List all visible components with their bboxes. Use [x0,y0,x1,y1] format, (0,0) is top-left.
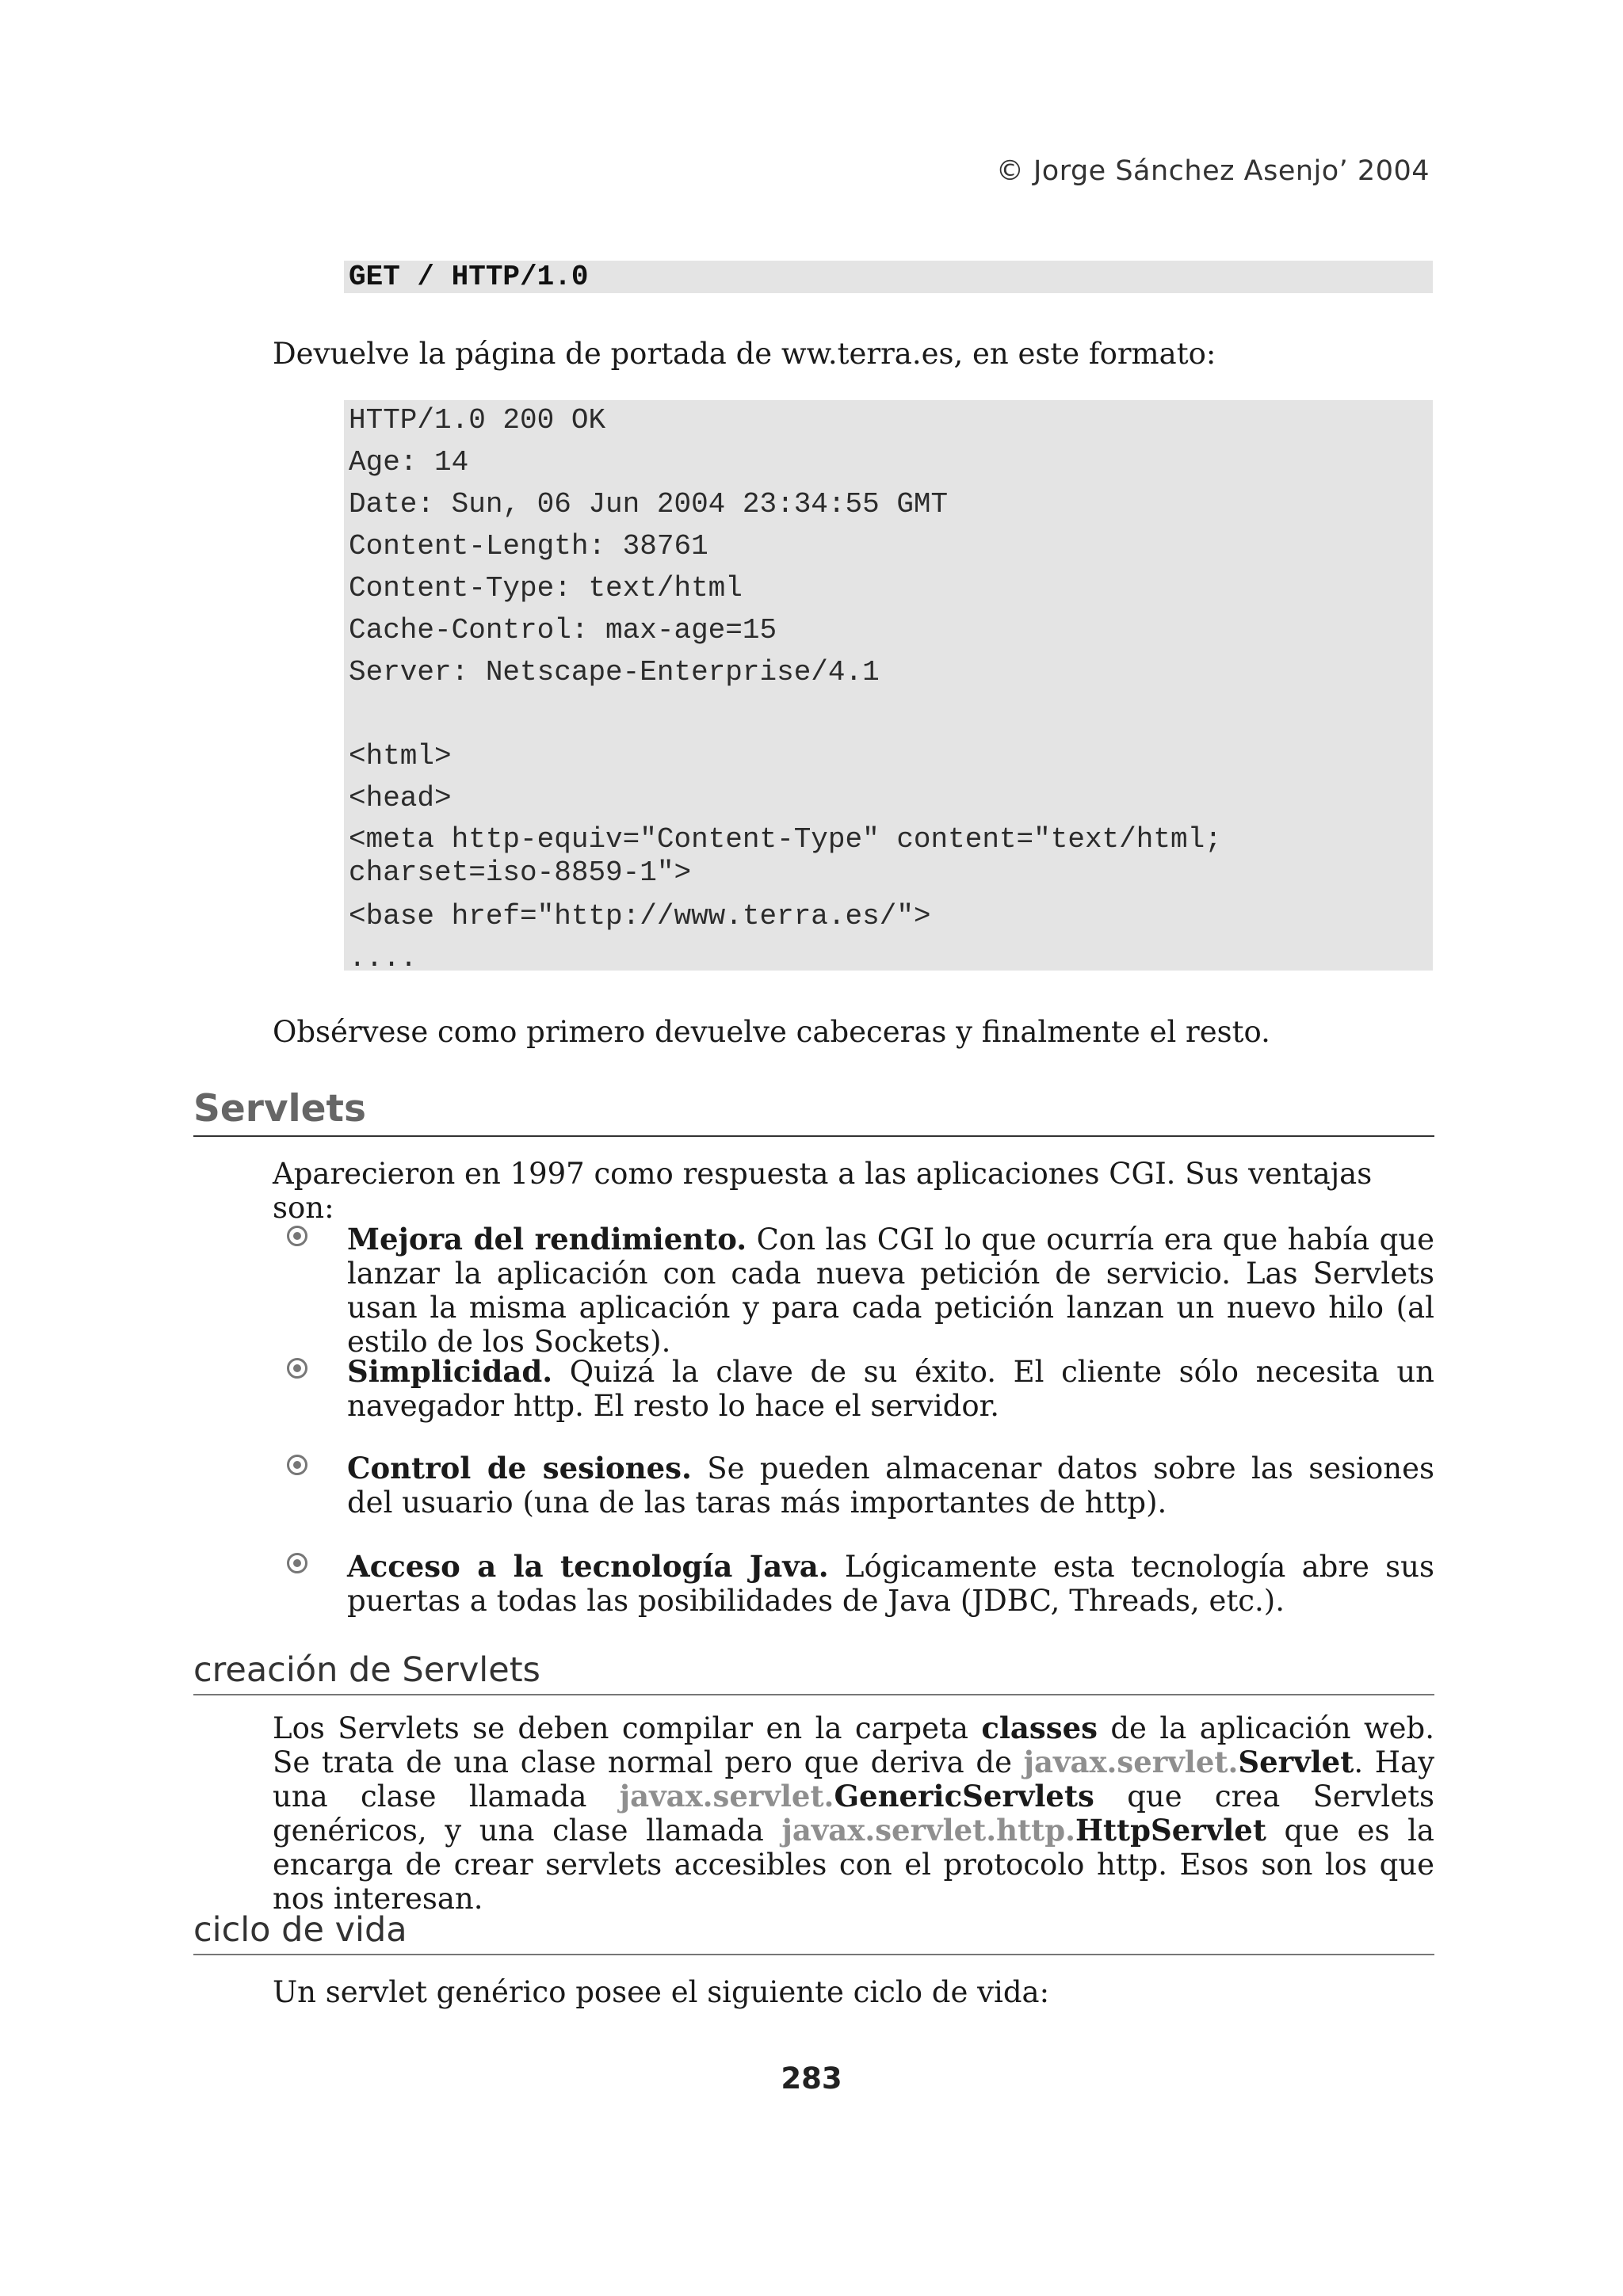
request-code-block: GET / HTTP/1.0 [344,261,1433,293]
package-prefix: javax.servlet. [619,1779,834,1814]
observe-paragraph: Obsérvese como primero devuelve cabeceras y finalmente el resto. [273,1015,1270,1049]
code-line: Content-Type: text/html [349,572,743,605]
section-heading-servlets: Servlets [193,1085,1434,1137]
bullet-title: Control de sesiones. [347,1451,692,1486]
code-line: <head> [349,782,452,814]
code-line: Age: 14 [349,446,469,479]
ciclo-paragraph: Un servlet genérico posee el siguiente ciclo de vida: [273,1975,1050,2009]
code-line [349,697,1433,739]
code-line: <meta http-equiv="Content-Type" content="text/html; charset=iso-8859-1"> [349,823,1222,889]
code-line: Content-Length: 38761 [349,530,708,563]
bullet-text: Quizá la clave de su éxito. El cliente sólo necesita un navegador http. El resto lo hace el servidor. [347,1355,1434,1423]
classes-term: classes [981,1711,1098,1745]
radio-bullet-icon [287,1455,307,1475]
response-code-block [344,400,1433,974]
bullet-text: Lógicamente esta tecnología abre sus puertas a todas las posibilidades de Java (JDBC, Threads, etc.). [347,1550,1434,1618]
bullet-title: Acceso a la tecnología Java. [347,1549,829,1584]
running-header: © Jorge Sánchez Asenjo’ 2004 [995,155,1430,187]
code-line: <base href="http://www.terra.es/"> [349,900,931,933]
servlets-intro: Aparecieron en 1997 como respuesta a las aplicaciones CGI. Sus ventajas son: [273,1157,1373,1225]
package-prefix: javax.servlet.http. [781,1813,1075,1848]
bullet-title: Mejora del rendimiento. [347,1222,747,1257]
intro-paragraph: Devuelve la página de portada de ww.terra.es, en este formato: [273,337,1216,371]
class-name: HttpServlet [1075,1813,1266,1848]
radio-bullet-icon [287,1553,307,1573]
subsection-heading-creacion: creación de Servlets [193,1650,1434,1695]
page-number: 283 [781,2061,842,2096]
code-line: Cache-Control: max-age=15 [349,614,777,646]
package-prefix: javax.servlet. [1023,1745,1239,1779]
code-line: .... [349,942,418,974]
code-line: <html> [349,740,452,772]
bullet-text: Se pueden almacenar datos sobre las sesiones del usuario (una de las taras más importantes de http). [347,1451,1434,1520]
bullet-text: Con las CGI lo que ocurría era que había que lanzar la aplicación con cada nueva petición de servicio. Las Servlets usan la misma aplicación y para cada petición lanzan un nuevo hilo (al estilo de los Sockets). [347,1222,1434,1359]
radio-bullet-icon [287,1358,307,1379]
class-name: Servlet [1238,1745,1354,1779]
radio-bullet-icon [287,1226,307,1246]
code-line: HTTP/1.0 200 OK [349,404,606,437]
bullet-title: Simplicidad. [347,1354,553,1389]
subsection-heading-ciclo: ciclo de vida [193,1909,1434,1955]
code-line: Server: Netscape-Enterprise/4.1 [349,656,880,688]
code-line: Date: Sun, 06 Jun 2004 23:34:55 GMT [349,488,949,521]
class-name: GenericServlets [834,1779,1094,1814]
creacion-paragraph: Los Servlets se deben compilar en la carpeta classes de la aplicación web. Se trata de una clase normal pero que deriva de javax.servlet.Servlet. Hay una clase llamada javax.servlet.GenericServlets que crea Servlets genéricos, y una clase llamada javax.servlet.http.HttpServlet que es la encarga de crear servlets accesibles con el protocolo http. Esos son los que nos interesan. [273,1711,1434,1916]
